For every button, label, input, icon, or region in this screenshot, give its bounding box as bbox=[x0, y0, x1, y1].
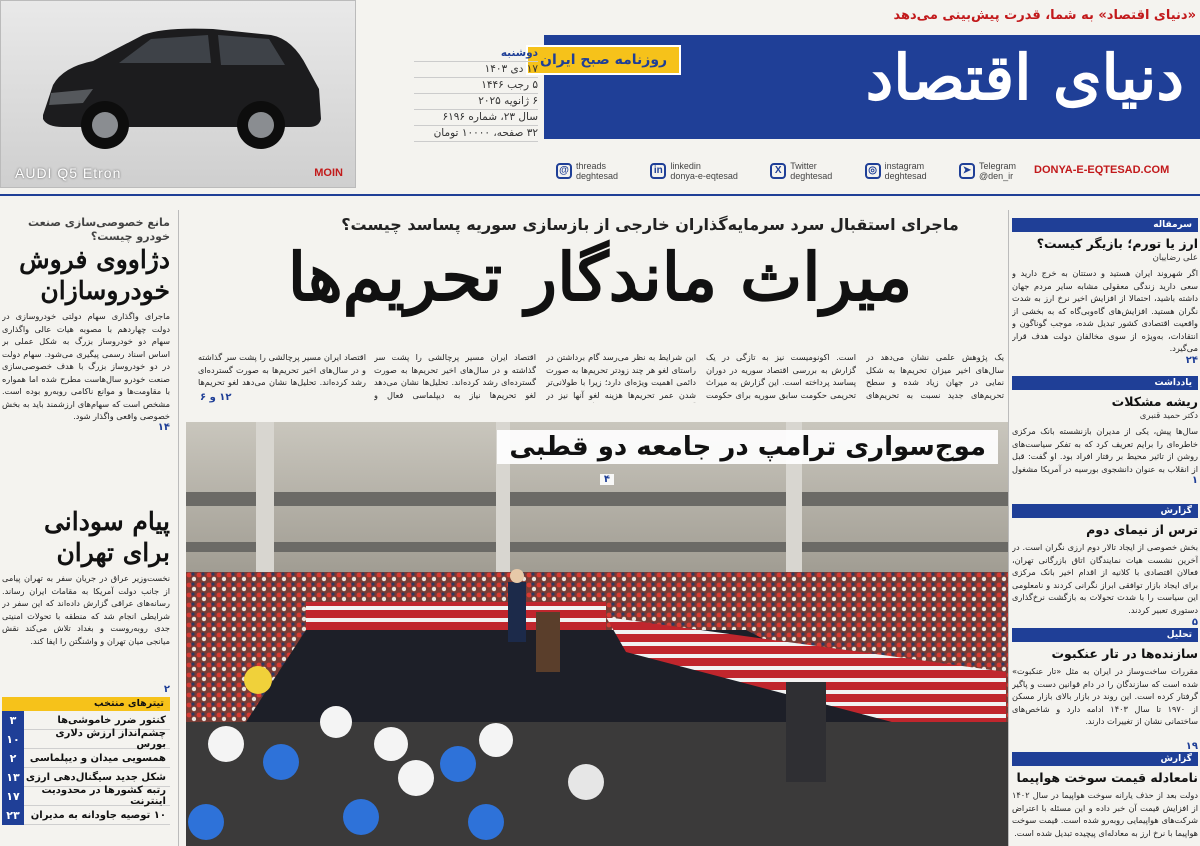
main-story-column: است. اکونومیست نیز به تازگی در یک گزارش به بررسی اقتصاد سوریه در دوران پساسد پرداخته است. این گزارش به میراث تحریمی حکومت سابق سوریه برای حکومت bbox=[706, 352, 856, 400]
issue-number: سال ۲۳، شماره ۶۱۹۶ bbox=[414, 110, 538, 126]
headline-text: چشم‌انداز ارزش دلاری بورس bbox=[55, 728, 166, 750]
headline-item[interactable] bbox=[2, 730, 170, 749]
social-linkedin[interactable] bbox=[650, 158, 738, 184]
page-ref: ۲۴ bbox=[1185, 355, 1198, 366]
article-headline: ارز یا تورم؛ بازیگر کیست؟ bbox=[1036, 236, 1198, 251]
page-ref: ۱۲ و ۶ bbox=[200, 392, 232, 403]
social-handle: deghtesad bbox=[576, 171, 619, 181]
rally-photo[interactable] bbox=[186, 422, 1008, 846]
telegram-icon: ➤ bbox=[959, 163, 975, 179]
social-name: Telegram bbox=[978, 161, 1016, 171]
article-headline: سازنده‌ها در تار عنکبوت bbox=[1051, 646, 1198, 661]
analysis-article[interactable] bbox=[1012, 628, 1198, 752]
social-name: instagram bbox=[884, 161, 925, 171]
fuel-report-article[interactable] bbox=[1012, 752, 1198, 846]
issue-date-hijri: ۵ رجب ۱۴۴۶ bbox=[414, 78, 538, 94]
main-story-column: اقتصاد ایران مسیر پرچالشی را پشت سر گذاشته و در سال‌های اخیر تحریم‌ها به صورت گسترده‌ای رشد کرده‌اند. تحلیل‌ها نشان می‌دهد لغو تحریم‌ها نیاز به دیپلماسی فعال و bbox=[374, 352, 536, 400]
section-tag: سرمقاله bbox=[1012, 218, 1198, 232]
article-author: دکتر حمید قنبری bbox=[1139, 411, 1198, 421]
page-ref: ۱ bbox=[1191, 475, 1198, 486]
social-twitter[interactable] bbox=[770, 158, 832, 184]
linkedin-icon: in bbox=[650, 163, 666, 179]
ad-model-name: AUDI Q5 Etron bbox=[15, 165, 122, 181]
social-handle: deghtesad bbox=[790, 171, 833, 181]
issue-date-gregorian: ۶ ژانویه ۲۰۲۵ bbox=[414, 94, 538, 110]
headline-text: کنتور ضرر خاموشی‌ها bbox=[57, 714, 166, 726]
headline-page: ۲۳ bbox=[2, 806, 24, 825]
page-ref: ۵ bbox=[1191, 617, 1198, 628]
headline-item[interactable] bbox=[2, 787, 170, 806]
social-instagram[interactable] bbox=[865, 158, 927, 184]
sudani-article[interactable] bbox=[2, 506, 170, 695]
article-body: ماجرای واگذاری سهام دولتی خودروسازی در دولت چهاردهم با مصوبه هیات عالی واگذاری سهام دو خودروساز بزرگ به شکل عملی بر اساس اسناد رسمی پیگیری می‌شود. سهام دولت در دو خودروساز بزرگ با هدف خصوصی‌سازی صنعت خودرو سال‌هاست مطرح شده اما همواره با مقاومت‌ها و موانع ناکامی روبه‌رو بوده است. مشخص است که سهام‌های ارزشمند باید به بخش خصوصی واقعی واگذار شود. bbox=[2, 311, 170, 421]
newspaper-subtitle: روزنامه صبح ایران bbox=[526, 45, 681, 75]
slogan: «دنیای اقتصاد» به شما، قدرت پیش‌بینی می‌دهد bbox=[893, 8, 1196, 23]
note-article[interactable] bbox=[1012, 376, 1198, 486]
threads-icon: @ bbox=[556, 163, 572, 179]
section-tag: تحلیل bbox=[1012, 628, 1198, 642]
issue-date-shamsi: ۱۷ دی ۱۴۰۳ bbox=[414, 62, 538, 78]
ad-brand-logo: MOIN bbox=[314, 167, 343, 179]
issue-info bbox=[414, 46, 538, 142]
section-tag: گزارش bbox=[1012, 752, 1198, 766]
social-telegram[interactable] bbox=[959, 158, 1016, 184]
article-body: اگر شهروند ایران هستید و دستتان به خرج دارید و سعی دارید زندگی معقولی مشابه سایر مردم جهان داشته باشید، احتمالا از افزایش اخیر نرخ ارز به شدت نگران هستید. افزایش‌های گاه‌وبی‌گاه که به بخشی از واقعیت اقتصادی کشور تبدیل شده، موجب گوناگون و انتقادات، به‌ویژه از سوی مخالفان دولت هدف قرار می‌گیرد. bbox=[1012, 268, 1198, 353]
editorial-article[interactable] bbox=[1012, 218, 1198, 366]
rally-scene bbox=[186, 422, 1008, 846]
headline-item[interactable] bbox=[2, 806, 170, 825]
selected-headlines bbox=[2, 697, 170, 846]
car-image bbox=[23, 23, 333, 153]
article-body: دولت بعد از حذف یارانه سوخت هواپیما در سال ۱۴۰۲ از افزایش قیمت آن خبر داده و این مسئله با اعتراض شرکت‌های هواپیمایی روبه‌رو شده است. قیمت سوخت هواپیما با نرخ ارز به معادله‌ای پیچیده تبدیل شده است. bbox=[1012, 790, 1198, 838]
section-tag: یادداشت bbox=[1012, 376, 1198, 390]
article-kicker: مانع خصوصی‌سازی صنعت خودرو چیست؟ bbox=[27, 216, 170, 243]
main-story-column: یک پژوهش علمی نشان می‌دهد در سال‌های اخیر میزان تحریم‌ها به شکل نمایی در جهان زیاد شده و سطح تحریم‌های جدید نسبت به تحریم‌های bbox=[866, 352, 1004, 400]
website-link[interactable]: DONYA-E-EQTESAD.COM bbox=[1034, 164, 1170, 176]
social-handle: donya-e-eqtesad bbox=[670, 171, 738, 181]
main-story-column: این شرایط به نظر می‌رسد گام برداشتن در راستای لغو هر چند زودتر تحریم‌ها به صورت دائمی اهمیت ویژه‌ای دارد؛ زیرا با طولانی‌تر شدن عمر تحریم‌ها هزینه لغو آنها نیز در bbox=[546, 352, 696, 400]
twitter-icon: X bbox=[770, 163, 786, 179]
page-ref: ۱۴ bbox=[157, 422, 170, 433]
headline-text: ۱۰ توصیه جاودانه به مدیران bbox=[30, 809, 166, 821]
headline-text: رتبه کشورها در محدودیت اینترنت bbox=[41, 785, 166, 807]
section-tag: گزارش bbox=[1012, 504, 1198, 518]
photo-headline[interactable]: موج‌سواری ترامپ در جامعه دو قطبی bbox=[497, 430, 998, 464]
social-name: linkedin bbox=[670, 161, 701, 171]
main-story-column: اقتصاد ایران مسیر پرچالشی را پشت سر گذاشته و در سال‌های اخیر تحریم‌ها به صورت گسترده‌ای رشد کرده‌اند. تحلیل‌ها نشان می‌دهد لغو تحریم‌ها bbox=[198, 352, 366, 387]
article-body: بخش خصوصی از ایجاد تالار دوم ارزی نگران است. در آخرین نشست هیات نمایندگان اتاق بازرگانی تهران، فعالان اقتصادی با کلانیه از اقدام اخیر بانک مرکزی برای ایجاد بازار توافقی ابراز نگرانی کردند و نامعلومی این سیاست را با شدت تحولات به بازگشت نرخ‌گذاری دستوری تعبیر کردند. bbox=[1012, 542, 1198, 615]
column-divider bbox=[178, 210, 179, 846]
page-ref: ۱۹ bbox=[1185, 741, 1198, 752]
article-body: مقررات ساخت‌وساز در ایران به مثل «تار عنکبوت» شده است که سازندگان را در دام قوانین دست و پاگیر گرفتار کرده است. این روند در بازار بالای بازار مسکن از ۱۹۷۰ تا سال ۱۴۰۳ ادامه دارد و شاخص‌های ساختمانی نشان از تغییرات دارند. bbox=[1012, 666, 1198, 726]
article-headline: نامعادله قیمت سوخت هواپیما bbox=[1016, 770, 1198, 785]
headline-text: همسویی میدان و دیپلماسی bbox=[29, 752, 166, 764]
instagram-icon: ◎ bbox=[865, 163, 881, 179]
issue-day: دوشنبه bbox=[414, 46, 538, 62]
article-body: سال‌ها پیش، یکی از مدیران بازنشسته بانک مرکزی خاطره‌ای را برایم تعریف کرد که به تفکر سیاست‌های روشن از تاثیر محیط بر رفتار افراد بود. او گفت: قبل از انقلاب به عنوان دانشجوی بورسیه در آمریکا مشغول bbox=[1012, 426, 1198, 474]
headline-text: شکل جدید سیگنال‌دهی ارزی bbox=[25, 771, 166, 783]
main-headline[interactable]: میراث ماندگار تحریم‌ها bbox=[287, 238, 913, 316]
main-kicker: ماجرای استقبال سرد سرمایه‌گذاران خارجی از بازسازی سوریه پساسد چیست؟ bbox=[341, 215, 959, 234]
report-article[interactable] bbox=[1012, 504, 1198, 628]
article-author: علی رضاییان bbox=[1152, 253, 1198, 263]
ad-banner[interactable] bbox=[0, 0, 356, 188]
headline-page: ۱۳ bbox=[2, 768, 24, 787]
newspaper-name: دنیای اقتصاد bbox=[865, 41, 1184, 114]
social-name: threads bbox=[576, 161, 607, 171]
social-handle: @den_ir bbox=[978, 171, 1014, 181]
article-headline: ترس از نیمای دوم bbox=[1086, 522, 1198, 537]
headline-item[interactable] bbox=[2, 749, 170, 768]
headline-page: ۳ bbox=[2, 711, 24, 730]
page-ref: ۴ bbox=[600, 474, 614, 485]
masthead-logo[interactable] bbox=[540, 35, 1200, 139]
masthead-divider bbox=[0, 194, 1200, 196]
page-ref: ۲ bbox=[163, 684, 170, 695]
article-headline: پیام سودانی برای تهران bbox=[43, 507, 170, 567]
headline-page: ۱۷ bbox=[2, 787, 24, 806]
social-handle: deghtesad bbox=[884, 171, 927, 181]
social-threads[interactable] bbox=[556, 158, 618, 184]
car-industry-article[interactable] bbox=[2, 216, 170, 433]
selected-headlines-tag: تیترهای منتخب bbox=[2, 697, 170, 711]
headline-page: ۱۰ bbox=[2, 730, 24, 749]
article-headline: دژاووی فروش خودروسازان bbox=[19, 245, 170, 305]
article-headline: ریشه مشکلات bbox=[1111, 394, 1198, 409]
issue-price: ۳۲ صفحه، ۱۰۰۰۰ تومان bbox=[414, 126, 538, 142]
social-name: Twitter bbox=[790, 161, 817, 171]
article-body: نخست‌وزیر عراق در جریان سفر به تهران پیامی از جانب دولت آمریکا به مقامات ایران رساند. رسانه‌های عراقی گزارش داده‌اند که این سفر در شرایطی انجام شد که منطقه با تحولات امنیتی جدی روبه‌روست و بغداد تلاش می‌کند نقش میانجی میان تهران و واشنگتن را ایفا کند. bbox=[2, 573, 170, 646]
social-links bbox=[556, 158, 1016, 184]
headline-page: ۲ bbox=[2, 749, 24, 768]
